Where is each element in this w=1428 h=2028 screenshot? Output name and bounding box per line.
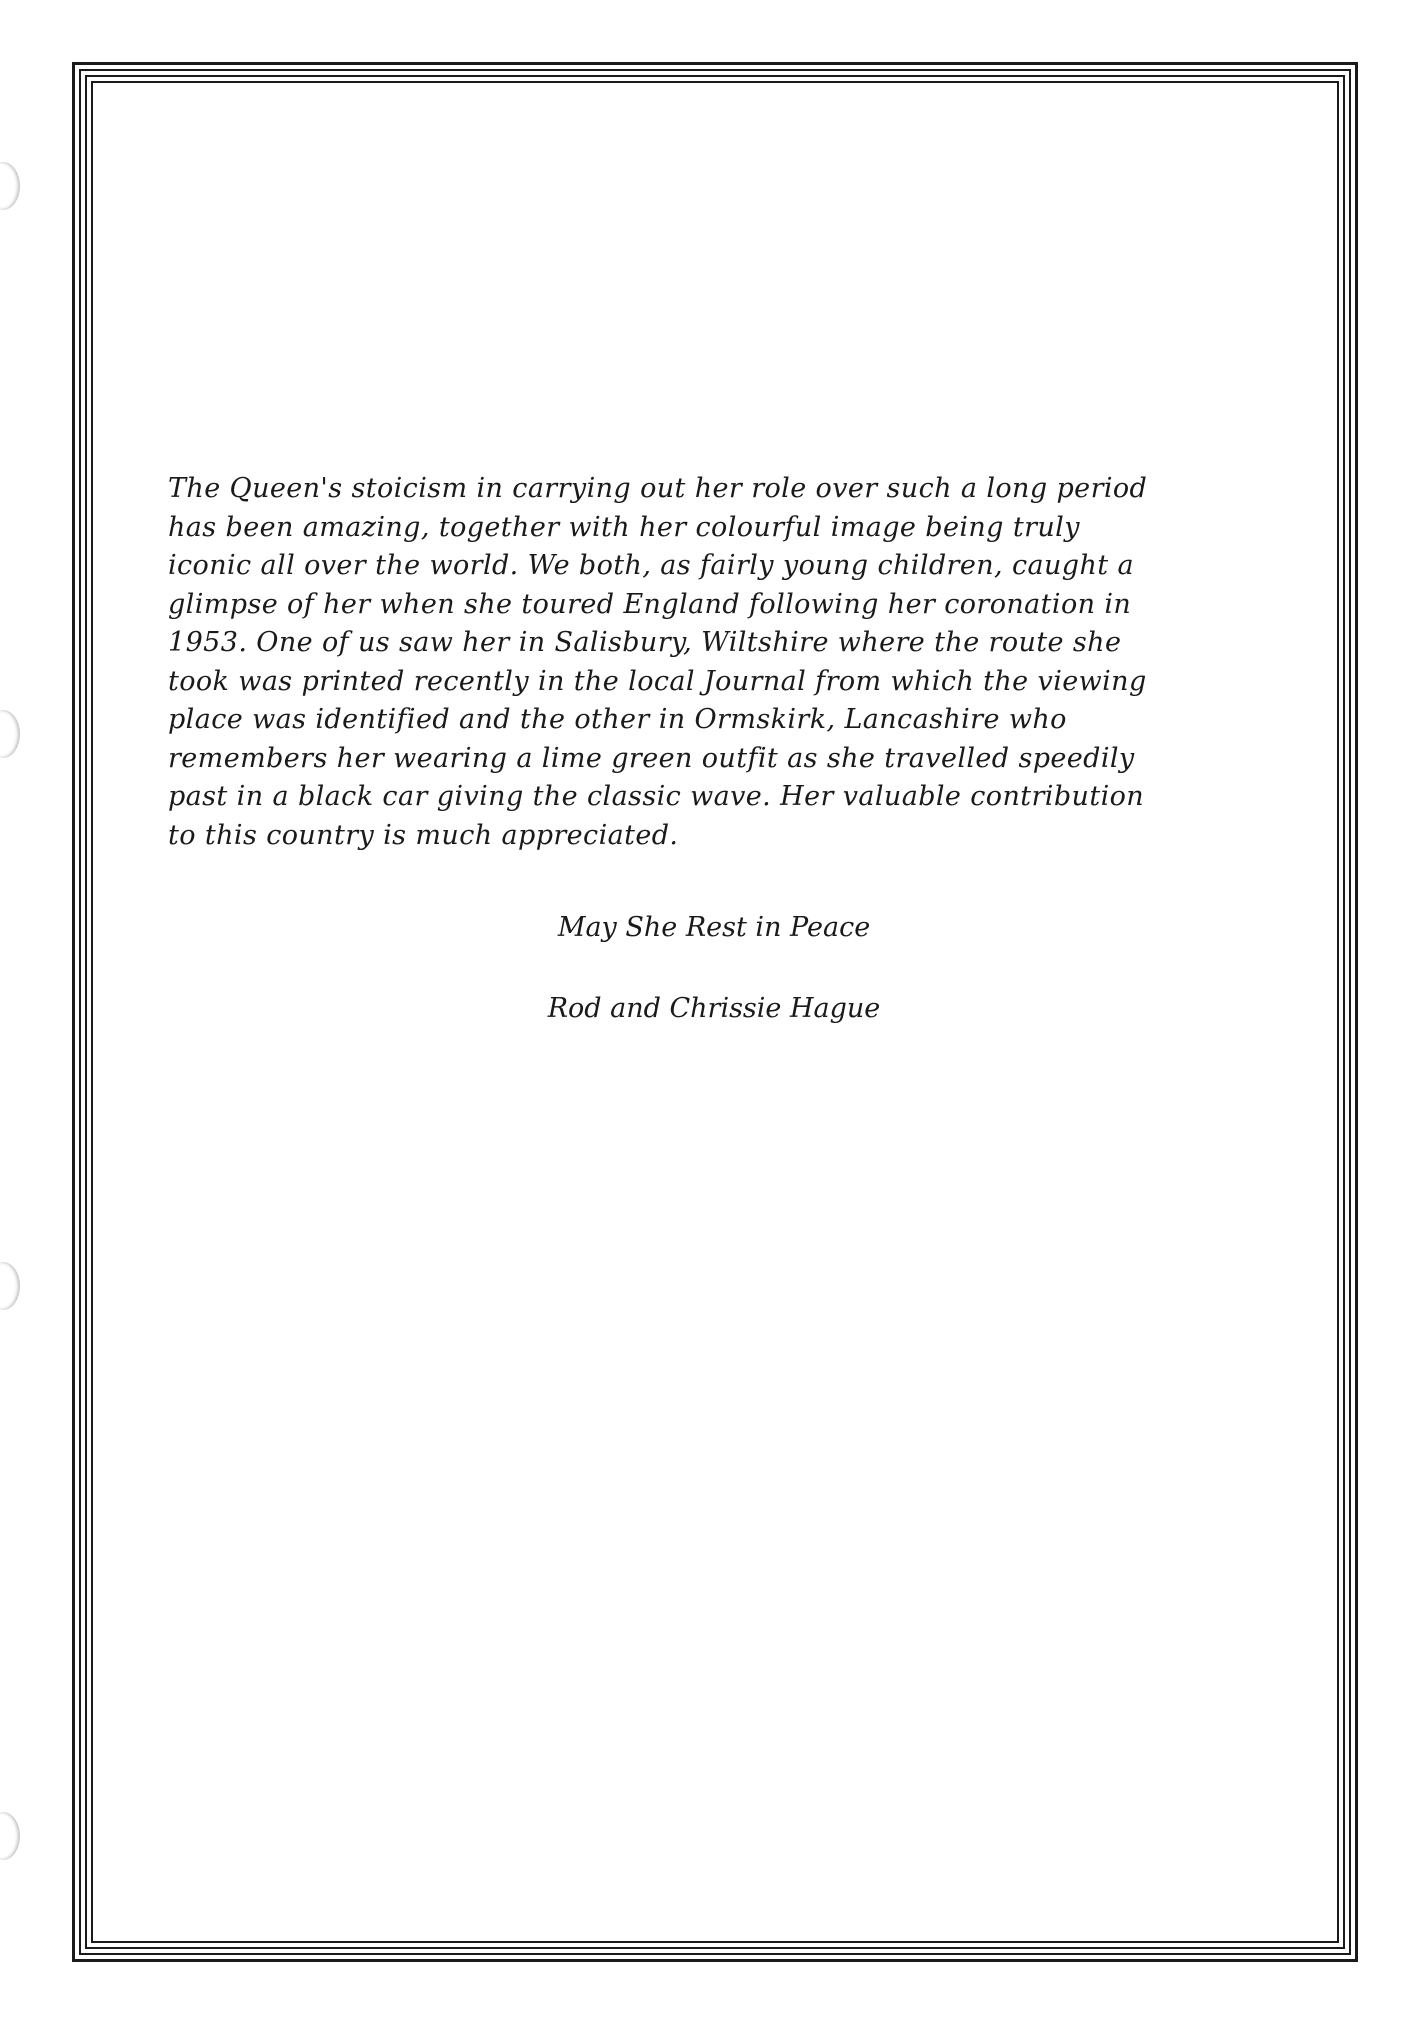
punch-hole-1 (0, 162, 20, 210)
punch-hole-3 (0, 1262, 20, 1310)
letter-line: place was identified and the other in Ormskirk, Lancashire who (168, 704, 1067, 735)
punch-hole-4 (0, 1812, 20, 1860)
letter-body (168, 470, 1278, 855)
letter-paragraph (168, 470, 1278, 855)
closing-line: May She Rest in Peace (557, 912, 871, 943)
letter-line: iconic all over the world. We both, as fairly young children, caught a (168, 550, 1134, 581)
letter-line: past in a black car giving the classic wave. Her valuable contribution (168, 781, 1145, 812)
letter-line: to this country is much appreciated. (168, 819, 679, 851)
letter-line: 1953. One of us saw her in Salisbury, Wiltshire where the route she (168, 627, 1122, 658)
letter-line: has been amazing, together with her colourful image being truly (168, 511, 1080, 543)
letter-line: The Queen's stoicism in carrying out her role over such a long period (168, 473, 1148, 504)
letter-line: took was printed recently in the local Journal from which the viewing (168, 665, 1147, 697)
letter-line: glimpse of her when she toured England following her coronation in (168, 588, 1132, 620)
signature: Rod and Chrissie Hague (547, 993, 881, 1024)
punch-hole-2 (0, 710, 20, 758)
letter-line: remembers her wearing a lime green outfit as she travelled speedily (168, 742, 1135, 774)
